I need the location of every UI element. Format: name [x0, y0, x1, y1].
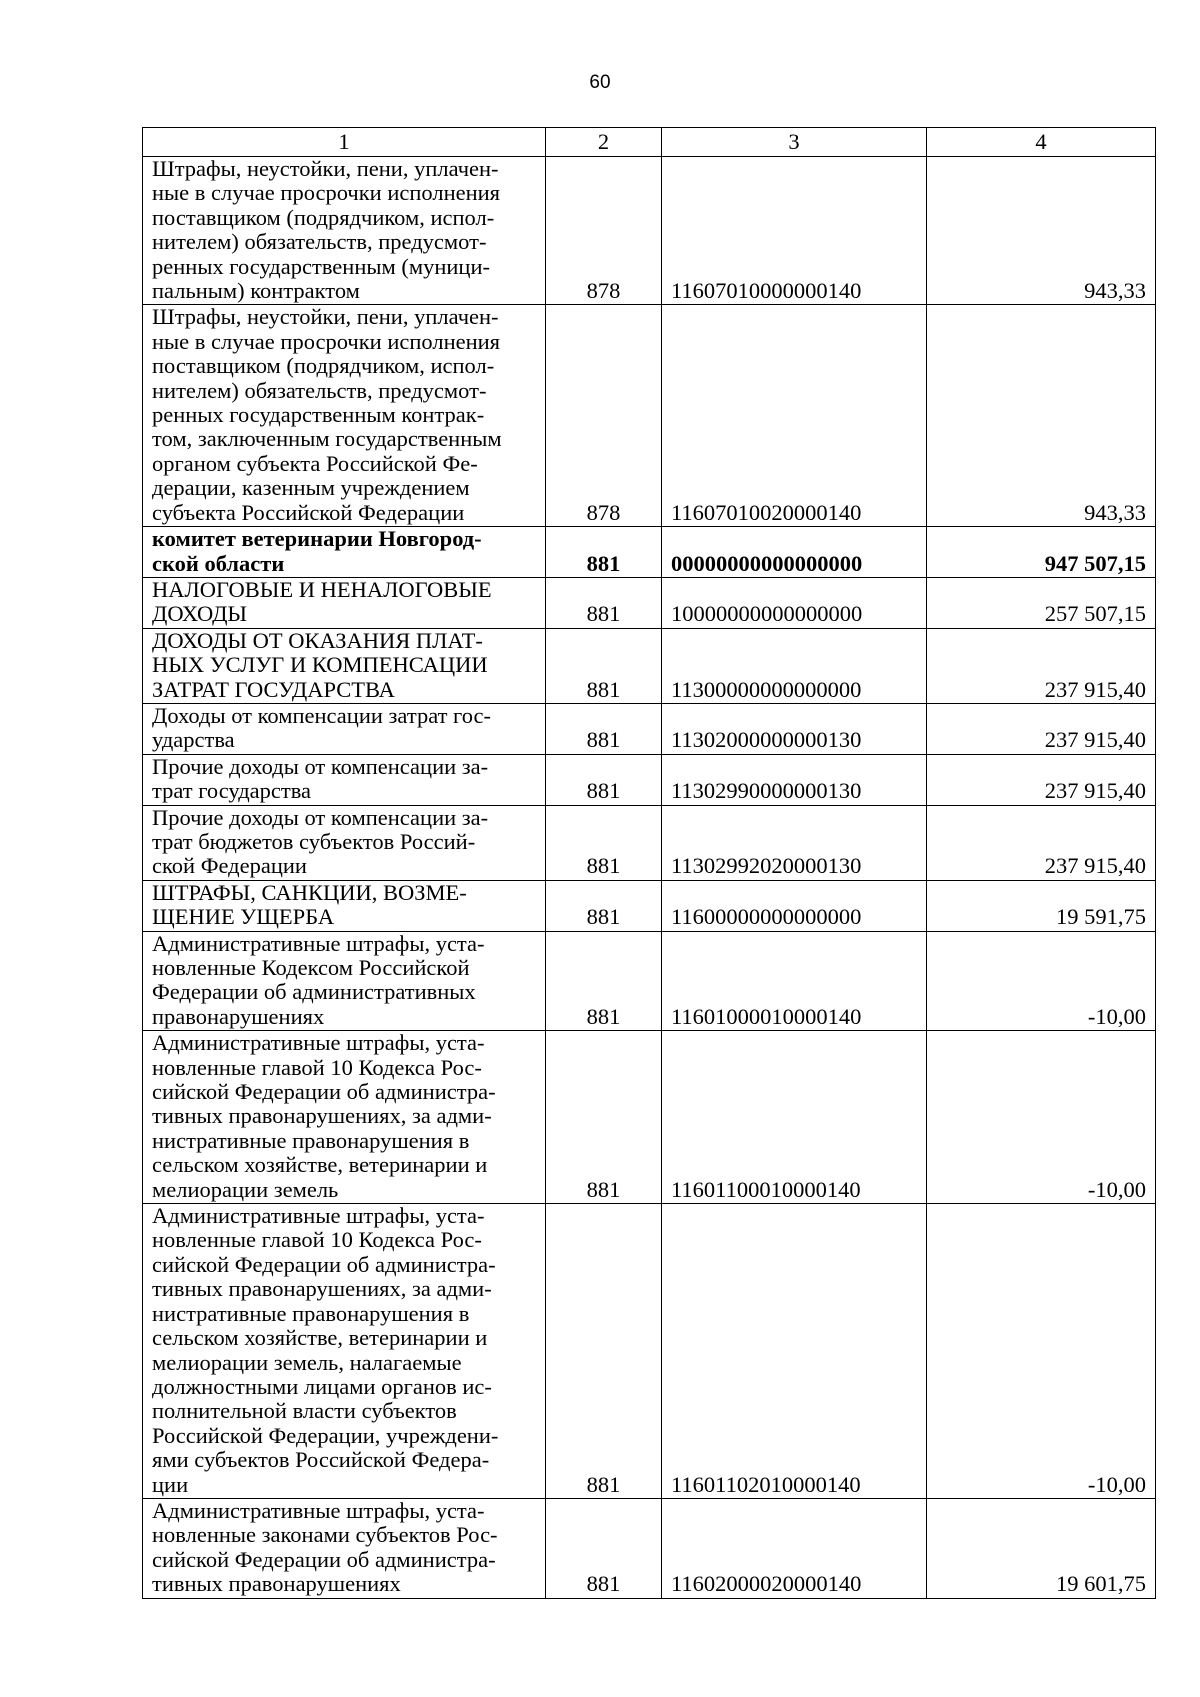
- amount-cell: 237 915,40: [927, 805, 1156, 880]
- admin-code-cell: 878: [546, 305, 662, 527]
- admin-code-cell: 881: [546, 880, 662, 931]
- revenue-name-line: ЩЕНИЕ УЩЕРБА: [152, 904, 335, 930]
- table-body: [143, 157, 1156, 1599]
- revenue-name-cell: [143, 805, 546, 880]
- amount-cell: -10,00: [927, 1204, 1156, 1499]
- admin-code-cell: 878: [546, 157, 662, 305]
- budget-code-cell: 11602000020000140: [662, 1498, 927, 1598]
- revenue-name-line: сийской Федерации об администра-: [152, 1251, 496, 1277]
- admin-code-cell: 881: [546, 1498, 662, 1598]
- revenue-name-line: тивных правонарушениях: [152, 1571, 401, 1597]
- revenue-name-line: ской области: [152, 550, 285, 576]
- column-header-admin: 2: [546, 128, 662, 157]
- revenue-name-line: правонарушениях: [152, 1003, 325, 1029]
- revenue-name-line: нистративные правонарушения в: [152, 1300, 470, 1326]
- revenue-name-line: тивных правонарушениях, за адми-: [152, 1103, 492, 1129]
- revenue-name-line: нистративные правонарушения в: [152, 1127, 470, 1153]
- revenue-name-line: ской Федерации: [152, 853, 307, 879]
- revenue-name-line: Доходы от компенсации затрат гос-: [152, 702, 492, 728]
- revenue-name-line: Российской Федерации, учреждени-: [152, 1422, 499, 1448]
- revenue-name-line: полнительной власти субъектов: [152, 1398, 457, 1424]
- revenue-name-cell: [143, 931, 546, 1031]
- table-row: [143, 1031, 1156, 1204]
- revenue-name-line: НАЛОГОВЫЕ И НЕНАЛОГОВЫЕ: [152, 576, 492, 602]
- amount-cell: 943,33: [927, 157, 1156, 305]
- admin-code-cell: 881: [546, 577, 662, 628]
- revenue-name-line: дерации, казенным учреждением: [152, 475, 470, 501]
- revenue-name-line: субъекта Российской Федерации: [152, 499, 465, 525]
- revenue-name-line: ями субъектов Российской Федера-: [152, 1447, 490, 1473]
- revenue-name-line: Административные штрафы, уста-: [152, 930, 485, 956]
- revenue-name-line: сийской Федерации об администра-: [152, 1079, 496, 1105]
- table-row: [143, 157, 1156, 305]
- revenue-name-line: новленные Кодексом Российской: [152, 955, 470, 980]
- table-row: [143, 931, 1156, 1031]
- revenue-name-line: ЗАТРАТ ГОСУДАРСТВА: [152, 676, 395, 702]
- revenue-name-cell: [143, 754, 546, 805]
- revenue-name-line: ные в случае просрочки исполнения: [152, 328, 501, 354]
- revenue-name-line: должностными лицами органов ис-: [152, 1373, 492, 1399]
- table-row: [143, 527, 1156, 578]
- revenue-name-line: ции: [152, 1471, 189, 1497]
- budget-code-cell: 11302000000000130: [662, 703, 927, 754]
- revenue-name-line: ДОХОДЫ ОТ ОКАЗАНИЯ ПЛАТ-: [152, 627, 483, 653]
- budget-code-cell: 11302990000000130: [662, 754, 927, 805]
- admin-code-cell: 881: [546, 931, 662, 1031]
- revenue-name-line: ные в случае просрочки исполнения: [152, 180, 501, 206]
- admin-code-cell: 881: [546, 1031, 662, 1204]
- admin-code-cell: 881: [546, 628, 662, 703]
- amount-cell: -10,00: [927, 931, 1156, 1031]
- amount-cell: 237 915,40: [927, 628, 1156, 703]
- amount-cell: 947 507,15: [927, 527, 1156, 578]
- revenue-name-line: трат государства: [152, 778, 312, 804]
- revenue-name-line: Федерации об административных: [152, 979, 476, 1005]
- revenue-name-cell: [143, 628, 546, 703]
- budget-code-cell: 11601100010000140: [662, 1031, 927, 1204]
- revenue-name-line: Административные штрафы, уста-: [152, 1497, 485, 1523]
- budget-code-cell: 11300000000000000: [662, 628, 927, 703]
- revenue-name-line: том, заключенным государственным: [152, 426, 502, 452]
- table-row: [143, 703, 1156, 754]
- revenue-name-cell: [143, 305, 546, 527]
- revenue-name-cell: [143, 157, 546, 305]
- revenue-name-cell: [143, 527, 546, 578]
- admin-code-cell: 881: [546, 703, 662, 754]
- revenue-name-line: сельском хозяйстве, ветеринарии и: [152, 1152, 488, 1178]
- amount-cell: 257 507,15: [927, 577, 1156, 628]
- revenue-name-line: пальным) контрактом: [152, 278, 360, 304]
- revenue-name-cell: [143, 703, 546, 754]
- revenue-name-line: нителем) обязательств, предусмот-: [152, 229, 487, 255]
- column-header-name: 1: [143, 128, 546, 157]
- amount-cell: 19 601,75: [927, 1498, 1156, 1598]
- column-header-code: 3: [662, 128, 927, 157]
- table-row: [143, 305, 1156, 527]
- revenue-name-line: трат бюджетов субъектов Россий-: [152, 828, 476, 854]
- revenue-name-line: новленные главой 10 Кодекса Рос-: [152, 1227, 482, 1253]
- table-row: [143, 880, 1156, 931]
- revenue-name-line: Штрафы, неустойки, пени, уплачен-: [152, 156, 499, 181]
- budget-code-cell: 11302992020000130: [662, 805, 927, 880]
- admin-code-cell: 881: [546, 527, 662, 578]
- admin-code-cell: 881: [546, 754, 662, 805]
- column-header-amount: 4: [927, 128, 1156, 157]
- table-row: [143, 1498, 1156, 1598]
- revenue-name-cell: [143, 1204, 546, 1499]
- budget-code-cell: 10000000000000000: [662, 577, 927, 628]
- admin-code-cell: 881: [546, 1204, 662, 1499]
- budget-code-cell: 00000000000000000: [662, 527, 927, 578]
- revenue-name-line: Прочие доходы от компенсации за-: [152, 753, 489, 779]
- budget-revenue-table: [142, 127, 1156, 1599]
- admin-code-cell: 881: [546, 805, 662, 880]
- revenue-name-cell: [143, 577, 546, 628]
- revenue-name-line: ударства: [152, 727, 235, 753]
- revenue-name-line: ШТРАФЫ, САНКЦИИ, ВОЗМЕ-: [152, 879, 467, 905]
- revenue-name-cell: [143, 1498, 546, 1598]
- budget-code-cell: 11600000000000000: [662, 880, 927, 931]
- budget-code-cell: 11607010000000140: [662, 157, 927, 305]
- revenue-name-line: комитет ветеринарии Новгород-: [152, 526, 482, 552]
- revenue-name-cell: [143, 1031, 546, 1204]
- revenue-name-line: поставщиком (подрядчиком, испол-: [152, 353, 495, 379]
- revenue-name-line: новленные законами субъектов Рос-: [152, 1522, 498, 1548]
- amount-cell: 943,33: [927, 305, 1156, 527]
- revenue-name-line: новленные главой 10 Кодекса Рос-: [152, 1054, 482, 1080]
- table-row: [143, 628, 1156, 703]
- revenue-name-line: Административные штрафы, уста-: [152, 1030, 485, 1056]
- revenue-name-line: мелиорации земель, налагаемые: [152, 1349, 462, 1375]
- revenue-name-line: Прочие доходы от компенсации за-: [152, 804, 489, 830]
- table-row: [143, 754, 1156, 805]
- revenue-name-line: органом субъекта Российской Фе-: [152, 450, 478, 476]
- budget-code-cell: 11601102010000140: [662, 1204, 927, 1499]
- amount-cell: -10,00: [927, 1031, 1156, 1204]
- budget-code-cell: 11601000010000140: [662, 931, 927, 1031]
- revenue-name-line: ренных государственным контрак-: [152, 402, 485, 428]
- revenue-name-line: ДОХОДЫ: [152, 601, 248, 627]
- table-row: [143, 577, 1156, 628]
- revenue-name-line: НЫХ УСЛУГ И КОМПЕНСАЦИИ: [152, 652, 488, 678]
- budget-code-cell: 11607010020000140: [662, 305, 927, 527]
- revenue-name-cell: [143, 880, 546, 931]
- revenue-name-line: поставщиком (подрядчиком, испол-: [152, 204, 495, 230]
- amount-cell: 237 915,40: [927, 754, 1156, 805]
- revenue-name-line: Административные штрафы, уста-: [152, 1203, 485, 1229]
- revenue-name-line: тивных правонарушениях, за адми-: [152, 1276, 492, 1302]
- table-header-row: [143, 128, 1156, 157]
- revenue-name-line: мелиорации земель: [152, 1176, 339, 1202]
- amount-cell: 19 591,75: [927, 880, 1156, 931]
- revenue-name-line: сельском хозяйстве, ветеринарии и: [152, 1325, 488, 1351]
- table-row: [143, 1204, 1156, 1499]
- table-row: [143, 805, 1156, 880]
- page-number: 60: [589, 72, 611, 93]
- revenue-name-line: ренных государственным (муници-: [152, 253, 490, 279]
- amount-cell: 237 915,40: [927, 703, 1156, 754]
- revenue-name-line: Штрафы, неустойки, пени, уплачен-: [152, 304, 499, 330]
- revenue-name-line: сийской Федерации об администра-: [152, 1546, 496, 1572]
- revenue-name-line: нителем) обязательств, предусмот-: [152, 377, 487, 403]
